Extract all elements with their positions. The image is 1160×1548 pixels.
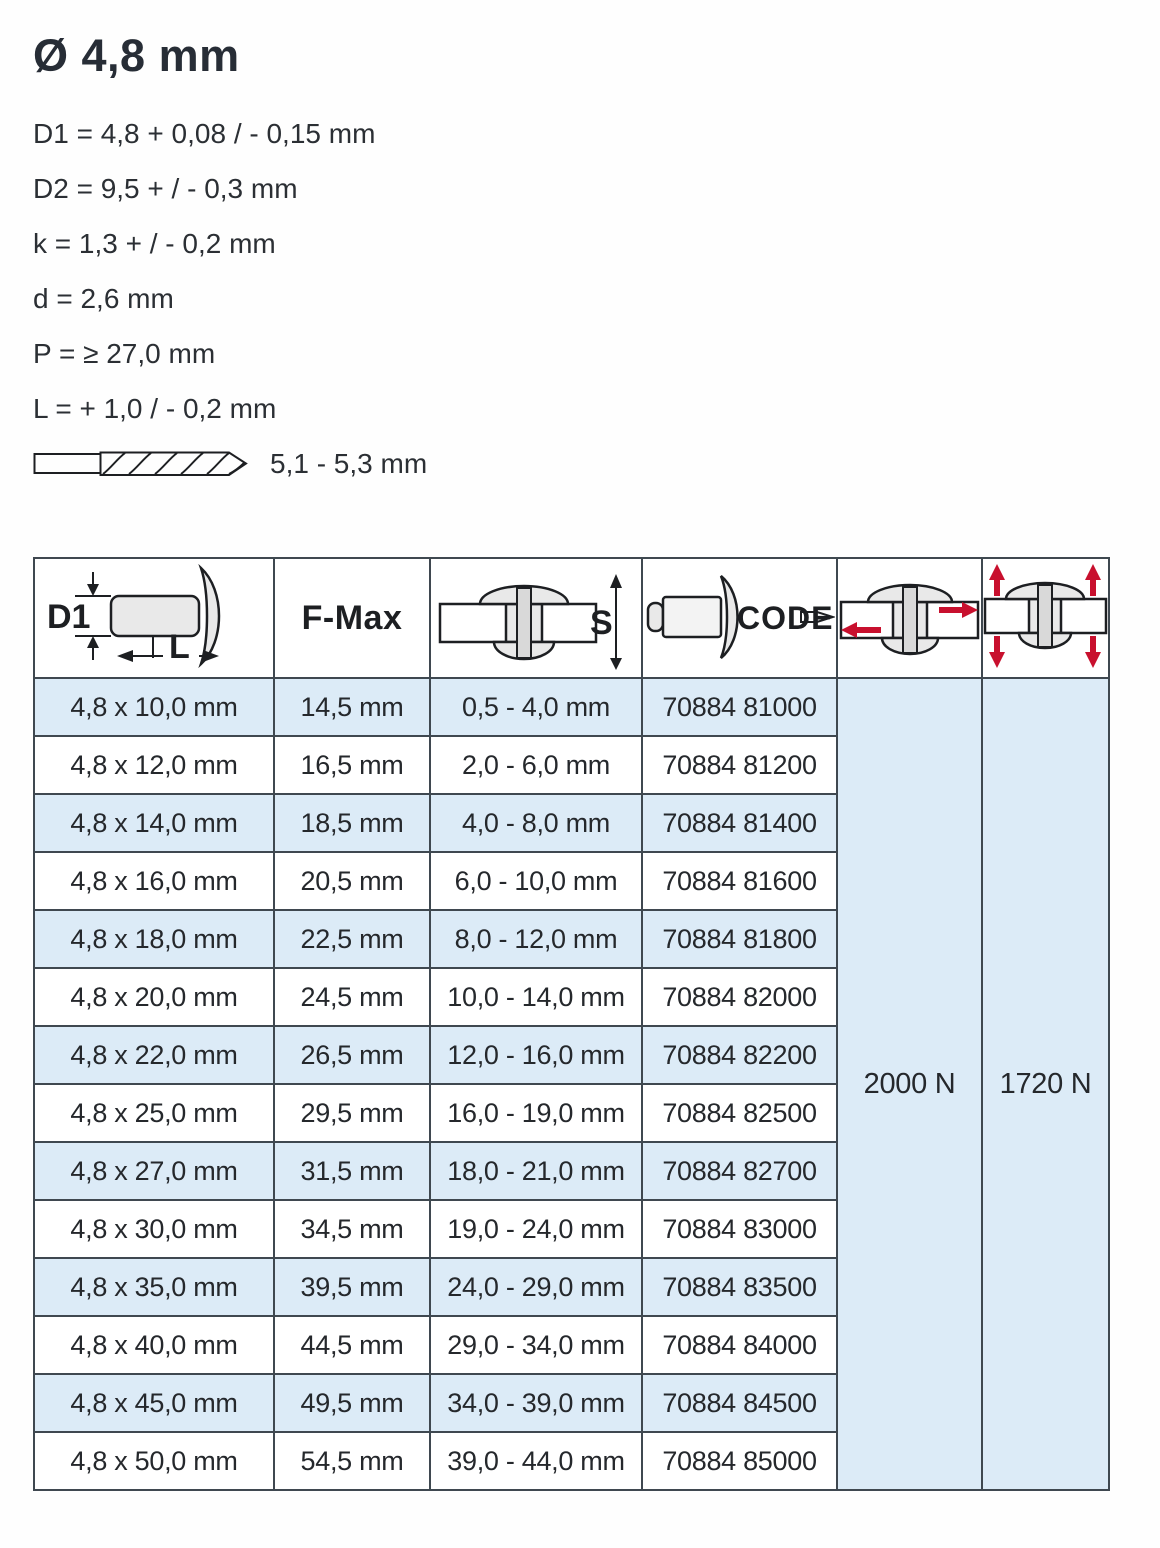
svg-text:D1: D1	[47, 597, 91, 636]
code-cell: 70884 83000	[642, 1200, 837, 1258]
code-cell: 70884 82000	[642, 968, 837, 1026]
spec-line-k: k = 1,3 + / - 0,2 mm	[33, 228, 276, 259]
svg-text:S: S	[590, 603, 613, 642]
size-cell: 4,8 x 20,0 mm	[34, 968, 274, 1026]
size-cell: 4,8 x 35,0 mm	[34, 1258, 274, 1316]
fmax-cell: 20,5 mm	[274, 852, 430, 910]
grip-cell: 6,0 - 10,0 mm	[430, 852, 642, 910]
fmax-cell: 26,5 mm	[274, 1026, 430, 1084]
code-cell: 70884 82700	[642, 1142, 837, 1200]
grip-cell: 18,0 - 21,0 mm	[430, 1142, 642, 1200]
size-cell: 4,8 x 10,0 mm	[34, 678, 274, 736]
fmax-cell: 49,5 mm	[274, 1374, 430, 1432]
grip-cell: 2,0 - 6,0 mm	[430, 736, 642, 794]
table-row	[34, 678, 1109, 736]
code-cell: 70884 82200	[642, 1026, 837, 1084]
grip-cell: 16,0 - 19,0 mm	[430, 1084, 642, 1142]
code-cell: 70884 84500	[642, 1374, 837, 1432]
grip-cell: 8,0 - 12,0 mm	[430, 910, 642, 968]
drill-diameter-value: 5,1 - 5,3 mm	[270, 448, 428, 479]
grip-range-diagram	[438, 562, 634, 670]
fmax-label: F-Max	[301, 598, 403, 637]
code-cell: 70884 82500	[642, 1084, 837, 1142]
code-cell: 70884 81200	[642, 736, 837, 794]
column-header-dimensions	[34, 558, 274, 678]
code-cell: 70884 81800	[642, 910, 837, 968]
size-cell: 4,8 x 12,0 mm	[34, 736, 274, 794]
shear-strength-value: 2000 N	[837, 678, 982, 1490]
spec-line-d2: D2 = 9,5 + / - 0,3 mm	[33, 173, 298, 204]
size-cell: 4,8 x 40,0 mm	[34, 1316, 274, 1374]
grip-cell: 19,0 - 24,0 mm	[430, 1200, 642, 1258]
svg-text:CODE: CODE	[736, 599, 833, 636]
spec-line-l: L = + 1,0 / - 0,2 mm	[33, 393, 277, 424]
spec-line-d1: D1 = 4,8 + 0,08 / - 0,15 mm	[33, 118, 376, 149]
code-diagram	[645, 568, 835, 664]
fmax-cell: 39,5 mm	[274, 1258, 430, 1316]
fmax-cell: 31,5 mm	[274, 1142, 430, 1200]
fmax-cell: 16,5 mm	[274, 736, 430, 794]
drill-size-row	[33, 448, 427, 480]
size-cell: 4,8 x 22,0 mm	[34, 1026, 274, 1084]
code-cell: 70884 85000	[642, 1432, 837, 1490]
grip-cell: 29,0 - 34,0 mm	[430, 1316, 642, 1374]
code-cell: 70884 83500	[642, 1258, 837, 1316]
spec-header	[33, 30, 427, 480]
grip-cell: 0,5 - 4,0 mm	[430, 678, 642, 736]
fmax-cell: 34,5 mm	[274, 1200, 430, 1258]
svg-text:L: L	[169, 627, 190, 666]
column-header-fmax	[274, 558, 430, 678]
code-cell: 70884 84000	[642, 1316, 837, 1374]
drill-bit-icon	[33, 449, 248, 479]
fmax-cell: 14,5 mm	[274, 678, 430, 736]
size-cell: 4,8 x 16,0 mm	[34, 852, 274, 910]
column-header-tensile-strength	[982, 558, 1109, 678]
grip-cell: 4,0 - 8,0 mm	[430, 794, 642, 852]
fmax-cell: 44,5 mm	[274, 1316, 430, 1374]
rivet-dimension-diagram	[41, 562, 267, 670]
fmax-cell: 18,5 mm	[274, 794, 430, 852]
grip-cell: 39,0 - 44,0 mm	[430, 1432, 642, 1490]
code-cell: 70884 81400	[642, 794, 837, 852]
column-header-grip-range	[430, 558, 642, 678]
tensile-strength-value: 1720 N	[982, 678, 1109, 1490]
grip-cell: 24,0 - 29,0 mm	[430, 1258, 642, 1316]
page-title: Ø 4,8 mm	[33, 30, 240, 81]
fmax-cell: 22,5 mm	[274, 910, 430, 968]
spec-line-d: d = 2,6 mm	[33, 283, 174, 314]
grip-cell: 34,0 - 39,0 mm	[430, 1374, 642, 1432]
size-cell: 4,8 x 25,0 mm	[34, 1084, 274, 1142]
fmax-cell: 54,5 mm	[274, 1432, 430, 1490]
grip-cell: 10,0 - 14,0 mm	[430, 968, 642, 1026]
code-cell: 70884 81600	[642, 852, 837, 910]
spec-line-p: P = ≥ 27,0 mm	[33, 338, 216, 369]
size-cell: 4,8 x 30,0 mm	[34, 1200, 274, 1258]
size-cell: 4,8 x 50,0 mm	[34, 1432, 274, 1490]
size-cell: 4,8 x 27,0 mm	[34, 1142, 274, 1200]
size-cell: 4,8 x 14,0 mm	[34, 794, 274, 852]
shear-load-diagram	[839, 562, 980, 670]
size-cell: 4,8 x 18,0 mm	[34, 910, 274, 968]
fmax-cell: 29,5 mm	[274, 1084, 430, 1142]
code-cell: 70884 81000	[642, 678, 837, 736]
fmax-cell: 24,5 mm	[274, 968, 430, 1026]
grip-cell: 12,0 - 16,0 mm	[430, 1026, 642, 1084]
size-cell: 4,8 x 45,0 mm	[34, 1374, 274, 1432]
table-header-row	[34, 558, 1109, 678]
column-header-shear-strength	[837, 558, 982, 678]
tensile-load-diagram	[983, 560, 1108, 672]
column-header-code	[642, 558, 837, 678]
rivet-size-table	[33, 557, 1110, 1491]
